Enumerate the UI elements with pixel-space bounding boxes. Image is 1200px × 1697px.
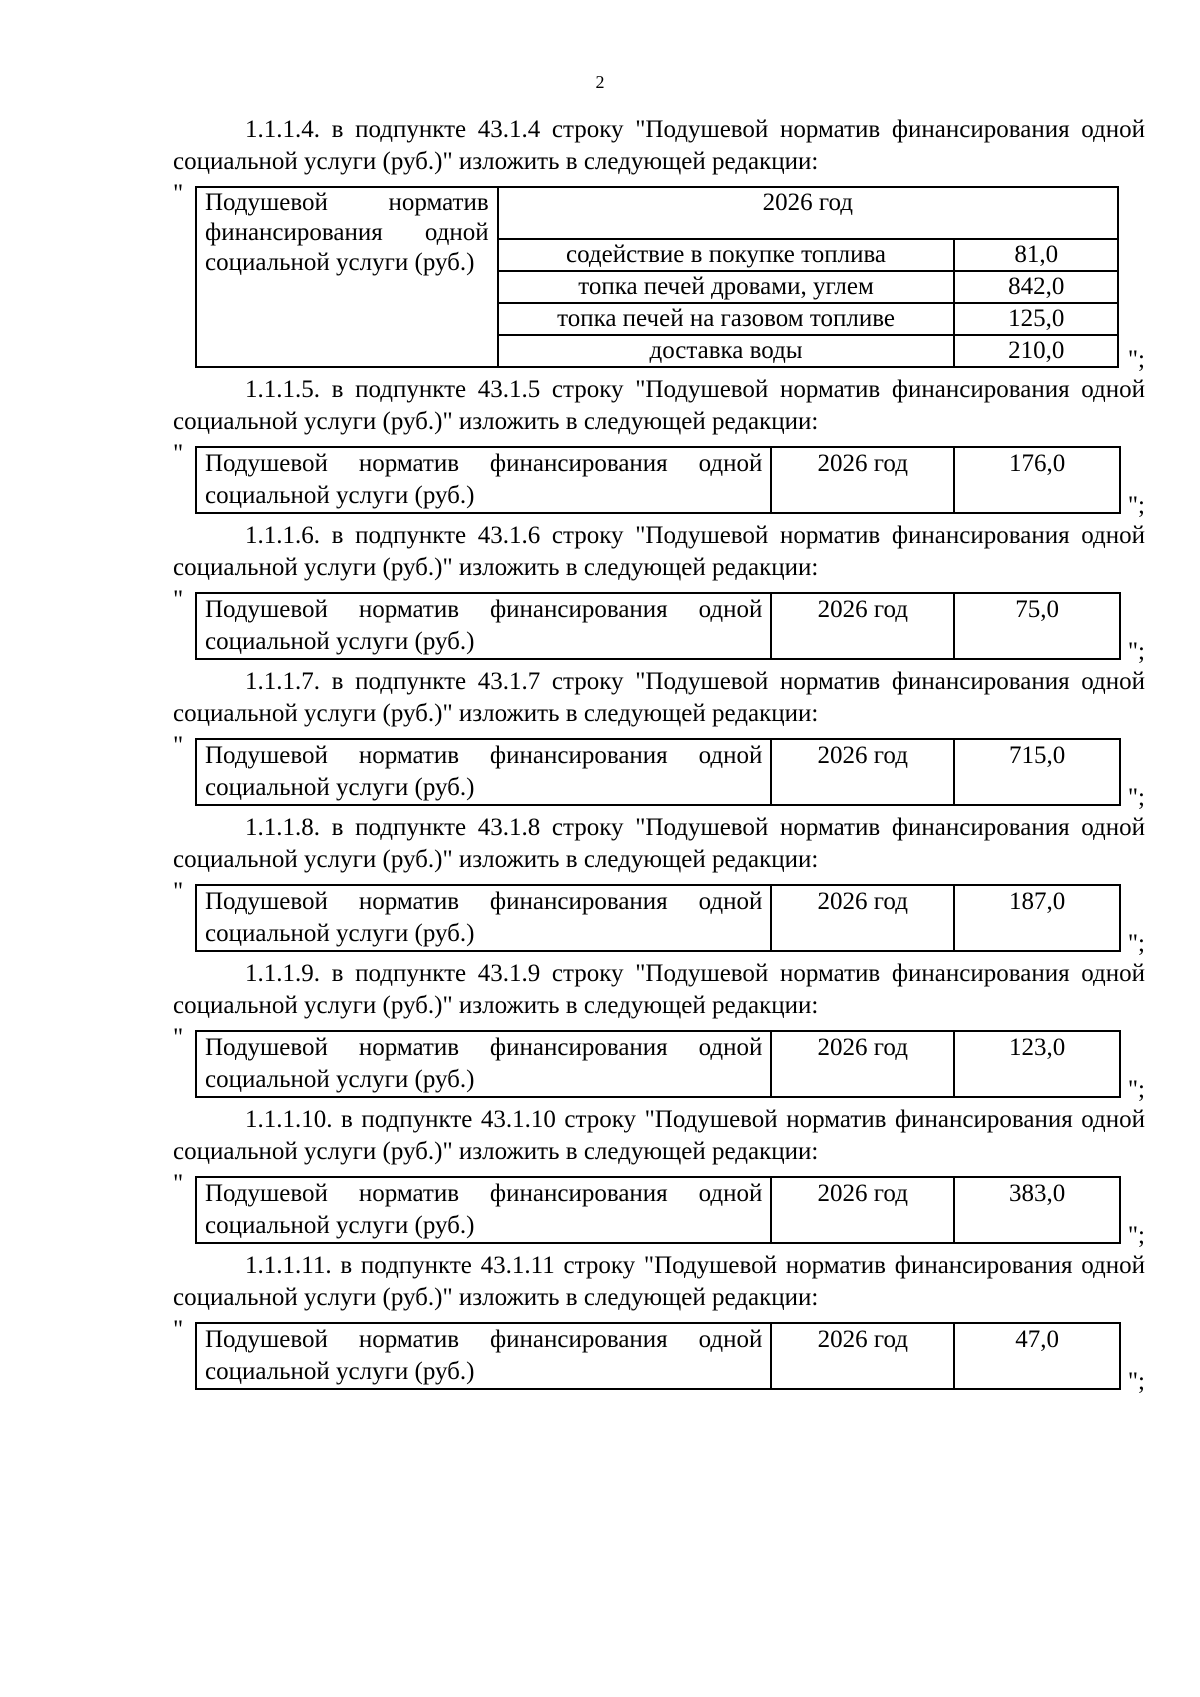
table-row <box>196 1031 1120 1097</box>
quote-close: "; <box>1127 638 1145 665</box>
paragraph-1-1-1-5: 1.1.1.5. в подпункте 43.1.5 строку "Подушевой норматив финансирования одной социальной услуги (руб.)" изложить в следующей редакции: <box>173 376 1145 435</box>
norm-table-1-1-1-8 <box>195 884 1121 952</box>
quote-open: " <box>173 1316 184 1343</box>
value-cell: 75,0 <box>954 593 1120 659</box>
service-cell: топка печей на газовом топливе <box>498 303 955 335</box>
table-1-1-1-6-wrap <box>173 586 1145 665</box>
value-cell: 47,0 <box>954 1323 1120 1389</box>
quote-open: " <box>173 440 184 467</box>
quote-close: "; <box>1127 1368 1145 1395</box>
table-year-cell: 2026 год <box>771 739 954 805</box>
table-row <box>196 1323 1120 1389</box>
quote-close: "; <box>1127 1222 1145 1249</box>
table-row <box>196 447 1120 513</box>
table-label-cell: Подушевой норматив финансирования одной социальной услуги (руб.) <box>196 1177 771 1243</box>
quote-open: " <box>173 1170 184 1197</box>
table-1-1-1-5-wrap <box>173 440 1145 519</box>
table-row <box>196 1177 1120 1243</box>
quote-close: "; <box>1127 1076 1145 1103</box>
table-1-1-1-9-wrap <box>173 1024 1145 1103</box>
quote-open: " <box>173 732 184 759</box>
paragraph-1-1-1-4: 1.1.1.4. в подпункте 43.1.4 строку "Подушевой норматив финансирования одной социальной услуги (руб.)" изложить в следующей редакции: <box>173 116 1145 175</box>
quote-open: " <box>173 180 184 207</box>
norm-table-1-1-1-6 <box>195 592 1121 660</box>
norm-table-1-1-1-7 <box>195 738 1121 806</box>
quote-close: "; <box>1127 346 1145 373</box>
table-label-cell: Подушевой норматив финансирования одной социальной услуги (руб.) <box>196 447 771 513</box>
quote-open: " <box>173 878 184 905</box>
paragraph-1-1-1-9: 1.1.1.9. в подпункте 43.1.9 строку "Подушевой норматив финансирования одной социальной услуги (руб.)" изложить в следующей редакции: <box>173 960 1145 1019</box>
table-year-cell: 2026 год <box>771 885 954 951</box>
service-cell: доставка воды <box>498 335 955 367</box>
table-row <box>196 885 1120 951</box>
table-label-cell: Подушевой норматив финансирования одной социальной услуги (руб.) <box>196 739 771 805</box>
document-body <box>173 114 1145 1396</box>
norm-table-1-1-1-9 <box>195 1030 1121 1098</box>
table-1-1-1-4-wrap <box>173 180 1145 373</box>
value-cell: 125,0 <box>954 303 1118 335</box>
table-1-1-1-10-wrap <box>173 1170 1145 1249</box>
table-year-cell: 2026 год <box>771 1031 954 1097</box>
paragraph-1-1-1-8: 1.1.1.8. в подпункте 43.1.8 строку "Подушевой норматив финансирования одной социальной услуги (руб.)" изложить в следующей редакции: <box>173 814 1145 873</box>
value-cell: 176,0 <box>954 447 1120 513</box>
table-row <box>196 593 1120 659</box>
table-row <box>196 739 1120 805</box>
value-cell: 123,0 <box>954 1031 1120 1097</box>
paragraph-1-1-1-11: 1.1.1.11. в подпункте 43.1.11 строку "Подушевой норматив финансирования одной социальной услуги (руб.)" изложить в следующей редакции: <box>173 1252 1145 1311</box>
table-1-1-1-11-wrap <box>173 1316 1145 1395</box>
norm-table-1-1-1-5 <box>195 446 1121 514</box>
quote-close: "; <box>1127 784 1145 811</box>
table-1-1-1-7-wrap <box>173 732 1145 811</box>
quote-open: " <box>173 586 184 613</box>
norm-table-1-1-1-4 <box>195 186 1119 368</box>
table-label-cell: Подушевой норматив финансирования одной социальной услуги (руб.) <box>196 187 498 367</box>
paragraph-1-1-1-6: 1.1.1.6. в подпункте 43.1.6 строку "Подушевой норматив финансирования одной социальной услуги (руб.)" изложить в следующей редакции: <box>173 522 1145 581</box>
value-cell: 187,0 <box>954 885 1120 951</box>
table-1-1-1-8-wrap <box>173 878 1145 957</box>
table-label-cell: Подушевой норматив финансирования одной социальной услуги (руб.) <box>196 593 771 659</box>
quote-open: " <box>173 1024 184 1051</box>
table-label-cell: Подушевой норматив финансирования одной социальной услуги (руб.) <box>196 1031 771 1097</box>
value-cell: 383,0 <box>954 1177 1120 1243</box>
table-label-cell: Подушевой норматив финансирования одной социальной услуги (руб.) <box>196 885 771 951</box>
value-cell: 81,0 <box>954 239 1118 271</box>
table-label-cell: Подушевой норматив финансирования одной социальной услуги (руб.) <box>196 1323 771 1389</box>
service-cell: топка печей дровами, углем <box>498 271 955 303</box>
value-cell: 842,0 <box>954 271 1118 303</box>
service-cell: содействие в покупке топлива <box>498 239 955 271</box>
norm-table-1-1-1-11 <box>195 1322 1121 1390</box>
table-year-cell: 2026 год <box>771 593 954 659</box>
page-number: 2 <box>595 72 605 92</box>
quote-close: "; <box>1127 492 1145 519</box>
value-cell: 715,0 <box>954 739 1120 805</box>
table-year-cell: 2026 год <box>771 1177 954 1243</box>
table-year-cell: 2026 год <box>498 187 1118 239</box>
norm-table-1-1-1-10 <box>195 1176 1121 1244</box>
paragraph-1-1-1-10: 1.1.1.10. в подпункте 43.1.10 строку "Подушевой норматив финансирования одной социальной услуги (руб.)" изложить в следующей редакции: <box>173 1106 1145 1165</box>
table-year-cell: 2026 год <box>771 1323 954 1389</box>
quote-close: "; <box>1127 930 1145 957</box>
table-year-cell: 2026 год <box>771 447 954 513</box>
paragraph-1-1-1-7: 1.1.1.7. в подпункте 43.1.7 строку "Подушевой норматив финансирования одной социальной услуги (руб.)" изложить в следующей редакции: <box>173 668 1145 727</box>
value-cell: 210,0 <box>954 335 1118 367</box>
